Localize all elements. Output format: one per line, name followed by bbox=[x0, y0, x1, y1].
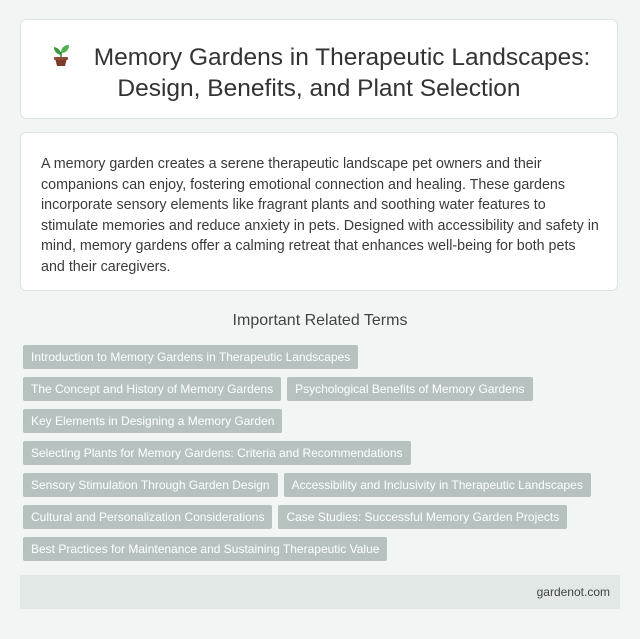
title-card bbox=[20, 19, 618, 119]
seedling-icon bbox=[48, 42, 74, 68]
footer bbox=[20, 575, 620, 609]
tag-row bbox=[23, 409, 623, 433]
page-title bbox=[21, 42, 617, 104]
tag-row bbox=[23, 377, 623, 401]
related-terms-heading: Important Related Terms bbox=[232, 312, 408, 329]
tag-row bbox=[23, 473, 623, 497]
related-term-tag[interactable]: Sensory Stimulation Through Garden Design bbox=[23, 473, 278, 497]
related-terms-list bbox=[23, 345, 623, 569]
footer-site[interactable]: gardenot.com bbox=[536, 585, 610, 599]
tag-row bbox=[23, 537, 623, 561]
related-term-tag[interactable]: The Concept and History of Memory Gardens bbox=[23, 377, 281, 401]
related-term-tag[interactable]: Best Practices for Maintenance and Sustaining Therapeutic Value bbox=[23, 537, 387, 561]
related-term-tag[interactable]: Accessibility and Inclusivity in Therapeutic Landscapes bbox=[284, 473, 591, 497]
related-term-tag[interactable]: Key Elements in Designing a Memory Garden bbox=[23, 409, 282, 433]
related-term-tag[interactable]: Selecting Plants for Memory Gardens: Criteria and Recommendations bbox=[23, 441, 411, 465]
intro-card bbox=[20, 132, 618, 291]
related-term-tag[interactable]: Introduction to Memory Gardens in Therapeutic Landscapes bbox=[23, 345, 358, 369]
related-term-tag[interactable]: Case Studies: Successful Memory Garden Projects bbox=[278, 505, 567, 529]
intro-paragraph: A memory garden creates a serene therapeutic landscape pet owners and their companions can enjoy, fostering emotional connection and healing. These gardens incorporate sensory elements like fragrant plants and soothing water features to stimulate memories and reduce anxiety in pets. Designed with accessibility and safety in mind, memory gardens offer a calming retreat that enhances well-being for both pets and their caregivers. bbox=[41, 156, 599, 275]
tag-row bbox=[23, 441, 623, 465]
page-title-text: Memory Gardens in Therapeutic Landscapes: Design, Benefits, and Plant Selection bbox=[93, 44, 591, 102]
tag-row bbox=[23, 345, 623, 369]
related-term-tag[interactable]: Cultural and Personalization Considerations bbox=[23, 505, 272, 529]
tag-row bbox=[23, 505, 623, 529]
related-term-tag[interactable]: Psychological Benefits of Memory Gardens bbox=[287, 377, 532, 401]
